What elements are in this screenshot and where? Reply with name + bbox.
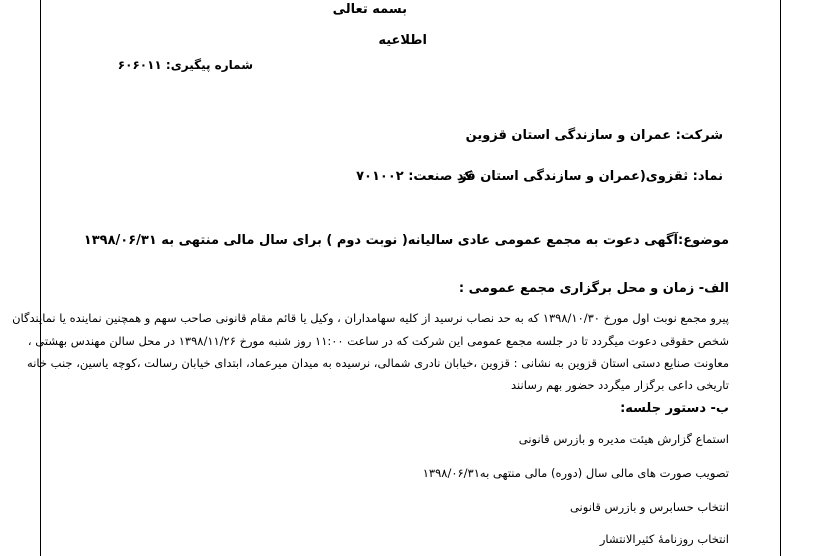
- section-a-line: پیرو مجمع نوبت اول مورخ ۱۳۹۸/۱۰/۳۰ که به حد نصاب نرسید از کلیه سهامداران ، وکیل یا قائم مقام قانونی صاحب سهم و همچنین نماینده یا نمایندگان: [12, 311, 729, 325]
- tracking-number: شماره پیگیری: ۶۰۶۰۱۱: [117, 58, 253, 72]
- page-border-left: [40, 0, 41, 556]
- agenda-item: تصویب صورت های مالی سال (دوره) مالی منتهی به۱۳۹۸/۰۶/۳۱: [422, 466, 729, 480]
- section-a-line: تاریخی داعی برگزار میگردد حضور بهم رسانند: [511, 378, 729, 392]
- industry-code: کد صنعت: ۷۰۱۰۰۲: [356, 169, 472, 184]
- section-a-heading: الف- زمان و محل برگزاری مجمع عمومی :: [458, 281, 729, 296]
- agenda-item: انتخاب حسابرس و بازرس قانونی: [569, 500, 729, 514]
- page-border-right: [780, 0, 781, 556]
- basmala: بسمه تعالی: [332, 2, 407, 17]
- section-a-line: شخص حقوقی دعوت میگردد تا در جلسه مجمع عمومی این شرکت که در ساعت ۱۱:۰۰ روز شنبه مورخ ۱۳۹۸/۱۱/۲۶ در محل سالن مهندس بهشتی ،: [27, 334, 729, 348]
- company-symbol: نماد: ثقزوی(عمران و سازندگی استان قز: [459, 169, 723, 184]
- notice-title: اطلاعیه: [378, 33, 427, 48]
- section-b-heading: ب- دستور جلسه:: [620, 401, 729, 416]
- agenda-item: انتخاب روزنامۀ کثیرالانتشار: [599, 532, 729, 546]
- agenda-item: استماع گزارش هیئت مدیره و بازرس قانونی: [518, 432, 729, 446]
- section-a-line: معاونت صنایع دستی استان قزوین به نشانی : قزوین ،خیابان نادری شمالی، نرسیده به میدان میرعماد، ابتدای خیابان رسالت ،کوچه یاسین، جنب خانه: [27, 356, 729, 370]
- subject-line: موضوع:آگهی دعوت به مجمع عمومی عادی سالیانه( نوبت دوم ) برای سال مالی منتهی به ۱۳۹۸/۰۶/۳۱: [83, 233, 729, 248]
- company-name: شرکت: عمران و سازندگی استان قزوین: [465, 128, 723, 143]
